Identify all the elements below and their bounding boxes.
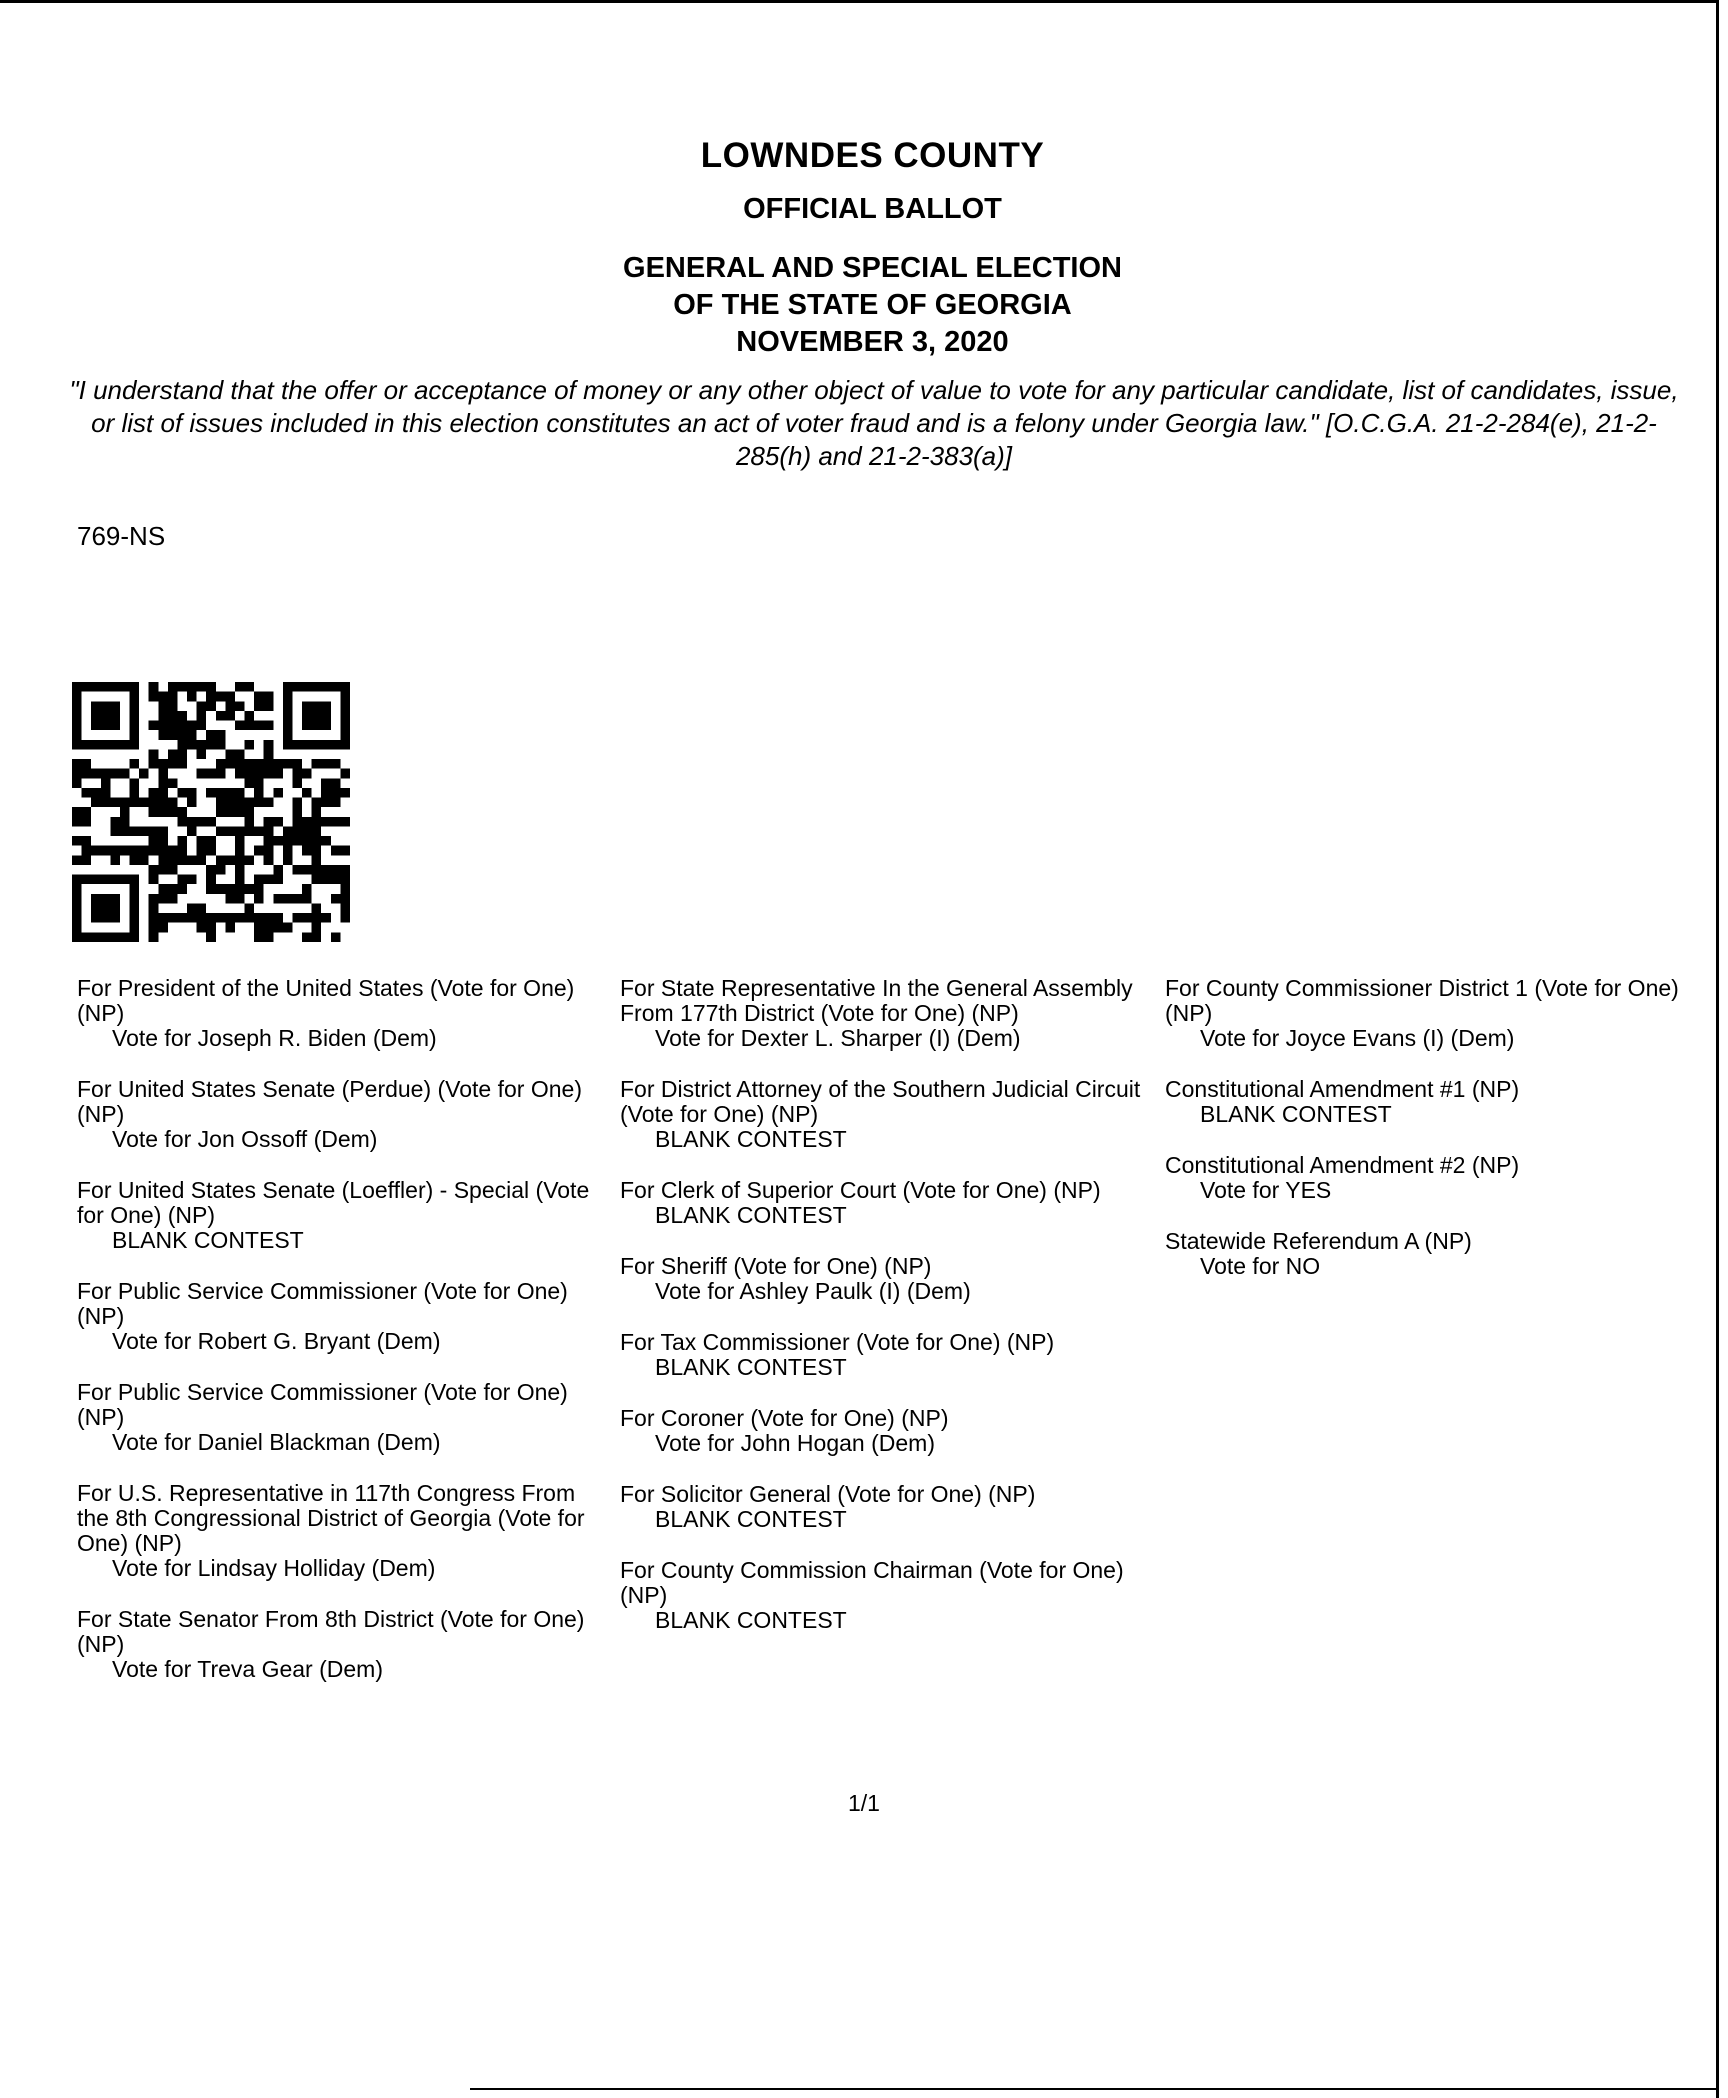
- contest: [77, 1279, 597, 1354]
- election-title-line2: OF THE STATE OF GEORGIA: [673, 289, 1072, 321]
- contest: [77, 1481, 597, 1581]
- contest-choice: BLANK CONTEST: [655, 1354, 847, 1380]
- contest-title: For Public Service Commissioner (Vote for One) (NP): [77, 1278, 568, 1329]
- contest-title: For U.S. Representative in 117th Congress From the 8th Congressional District of Georgia (Vote for One) (NP): [77, 1480, 585, 1556]
- contest-choice: Vote for Lindsay Holliday (Dem): [112, 1555, 436, 1581]
- contest-title: For Clerk of Superior Court (Vote for One) (NP): [620, 1177, 1101, 1203]
- contest-choice: Vote for Joseph R. Biden (Dem): [112, 1025, 437, 1051]
- contest-title: For Tax Commissioner (Vote for One) (NP): [620, 1329, 1055, 1355]
- contest-choice: BLANK CONTEST: [655, 1607, 847, 1633]
- contest-title: For County Commissioner District 1 (Vote for One) (NP): [1165, 975, 1679, 1026]
- contest-title: For United States Senate (Perdue) (Vote for One) (NP): [77, 1076, 582, 1127]
- contest: [620, 1077, 1160, 1152]
- contest-title: For United States Senate (Loeffler) - Special (Vote for One) (NP): [77, 1177, 590, 1228]
- contest-column-2: [620, 976, 1160, 1659]
- contest: [620, 1330, 1160, 1380]
- page-border-top: [0, 0, 1716, 3]
- page-number: 1/1: [848, 1790, 880, 1816]
- contest-choice: Vote for Joyce Evans (I) (Dem): [1200, 1025, 1515, 1051]
- contest-column-1: [77, 976, 597, 1708]
- contest-title: For Public Service Commissioner (Vote for One) (NP): [77, 1379, 568, 1430]
- contest: [1165, 1153, 1705, 1203]
- ballot-style-code: 769-NS: [77, 521, 166, 551]
- contest-choice: BLANK CONTEST: [112, 1227, 304, 1253]
- contest-choice: Vote for John Hogan (Dem): [655, 1430, 935, 1456]
- contest-title: Statewide Referendum A (NP): [1165, 1228, 1472, 1254]
- contest-choice: BLANK CONTEST: [1200, 1101, 1392, 1127]
- contest-title: For Sheriff (Vote for One) (NP): [620, 1253, 932, 1279]
- contest: [620, 1558, 1160, 1633]
- contest-title: For President of the United States (Vote for One) (NP): [77, 975, 575, 1026]
- contest: [1165, 1229, 1705, 1279]
- ballot-header: [0, 130, 1728, 361]
- contest-choice: Vote for NO: [1200, 1253, 1321, 1279]
- contest: [77, 1380, 597, 1455]
- contest-title: For State Senator From 8th District (Vote for One) (NP): [77, 1606, 585, 1657]
- contest-title: Constitutional Amendment #1 (NP): [1165, 1076, 1520, 1102]
- contest-choice: Vote for Jon Ossoff (Dem): [112, 1126, 378, 1152]
- contest: [77, 976, 597, 1051]
- voter-fraud-statement: "I understand that the offer or acceptance of money or any other object of value to vote for any particular candidate, list of candidates, issue, or list of issues included in this election constitutes an act of voter fraud and is a felony under Georgia law." [O.C.G.A. 21-2-284(e), 21-2-285(h) and 21-2-383(a)]: [69, 375, 1679, 471]
- contest-choice: Vote for Treva Gear (Dem): [112, 1656, 383, 1682]
- contest-choice: Vote for Robert G. Bryant (Dem): [112, 1328, 441, 1354]
- election-title-line1: GENERAL AND SPECIAL ELECTION: [623, 252, 1122, 284]
- contest: [620, 1482, 1160, 1532]
- contest-title: For County Commission Chairman (Vote for One) (NP): [620, 1557, 1124, 1608]
- contest-choice: Vote for Daniel Blackman (Dem): [112, 1429, 441, 1455]
- contest-choice: BLANK CONTEST: [655, 1506, 847, 1532]
- ballot-title: OFFICIAL BALLOT: [743, 193, 1002, 225]
- page-border-bottom: [470, 2088, 1716, 2090]
- contest-title: For District Attorney of the Southern Judicial Circuit (Vote for One) (NP): [620, 1076, 1141, 1127]
- contest-title: For State Representative In the General Assembly From 177th District (Vote for One) (NP): [620, 975, 1133, 1026]
- election-date: NOVEMBER 3, 2020: [736, 326, 1009, 358]
- contest: [620, 1254, 1160, 1304]
- contest-title: Constitutional Amendment #2 (NP): [1165, 1152, 1520, 1178]
- contest: [1165, 1077, 1705, 1127]
- contest-title: For Solicitor General (Vote for One) (NP): [620, 1481, 1036, 1507]
- contest-choice: BLANK CONTEST: [655, 1126, 847, 1152]
- contest: [620, 976, 1160, 1051]
- contest-title: For Coroner (Vote for One) (NP): [620, 1405, 949, 1431]
- contest: [77, 1178, 597, 1253]
- contest: [77, 1077, 597, 1152]
- contest: [620, 1406, 1160, 1456]
- contest: [1165, 976, 1705, 1051]
- contest: [620, 1178, 1160, 1228]
- contest-choice: Vote for Ashley Paulk (I) (Dem): [655, 1278, 971, 1304]
- qr-code-icon: [72, 682, 350, 942]
- contest: [77, 1607, 597, 1682]
- contest-choice: Vote for YES: [1200, 1177, 1332, 1203]
- contest-column-3: [1165, 976, 1705, 1305]
- contest-choice: Vote for Dexter L. Sharper (I) (Dem): [655, 1025, 1021, 1051]
- county-title: LOWNDES COUNTY: [700, 136, 1045, 175]
- contest-choice: BLANK CONTEST: [655, 1202, 847, 1228]
